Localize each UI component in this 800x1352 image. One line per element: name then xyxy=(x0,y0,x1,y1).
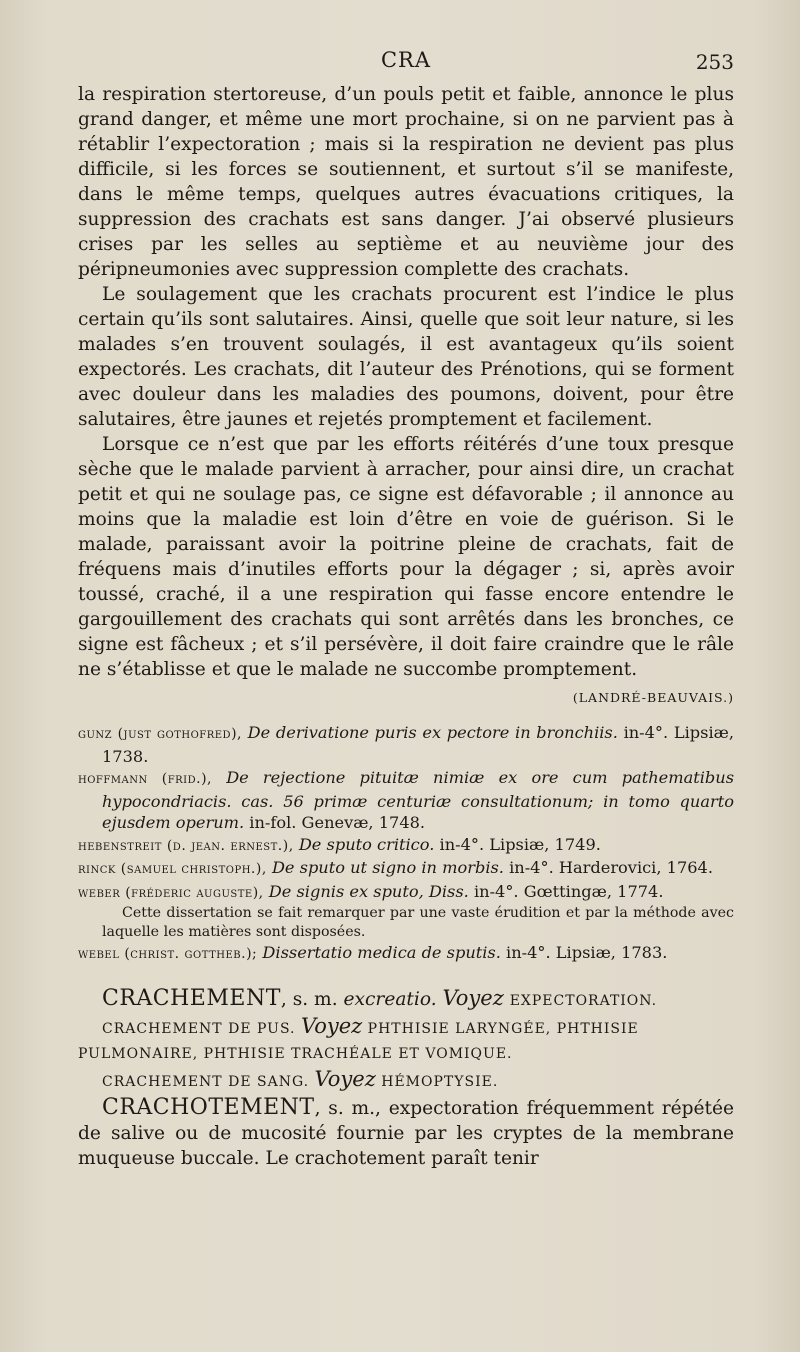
bib-details: in-4°. Gœttingæ, 1774. xyxy=(473,881,664,901)
voyez-label: Voyez xyxy=(300,1013,363,1038)
section-gap xyxy=(78,966,734,986)
cross-reference: PHTHISIE LARYNGÉE, PHTHISIE PULMONAIRE, PHTHISIE TRACHÉALE ET VOMIQUE. xyxy=(78,1020,639,1062)
bib-details: in-4°. Lipsiæ, 1749. xyxy=(439,834,601,854)
cross-reference: HÉMOPTYSIE. xyxy=(381,1073,499,1090)
headword: CRACHEMENT DE SANG. xyxy=(102,1073,310,1090)
entry-crachement-de-sang xyxy=(78,1067,734,1095)
bib-entry xyxy=(78,857,734,881)
bib-title: De rejectione pituitæ nimiæ ex ore cum pathematibus hypocondriacis. cas. 56 primæ centuriæ consultationum; in tomo quarto ejusdem operum. xyxy=(102,768,735,832)
cross-reference: EXPECTORATION. xyxy=(509,992,658,1009)
author-signature: (LANDRÉ-BEAUVAIS.) xyxy=(572,690,734,705)
bib-details: in-4°. Lipsiæ, 1783. xyxy=(506,943,668,962)
headword: CRACHEMENT xyxy=(102,985,281,1011)
paragraph-2: Le soulagement que les crachats procurent est l’indice le plus certain qu’ils sont salutaires. Ainsi, quelle que soit leur nature, si les malades s’en trouvent soulagés, il est avantageux qu’ils soient expectorés. Les crachats, dit l’auteur des Prénotions, qui se forment avec douleur dans les maladies des poumons, doivent, pour être salutaires, être jaunes et rejetés promptement et facilement. xyxy=(78,284,734,430)
bib-author: hebenstreit (d. jean. ernest.), xyxy=(78,837,294,854)
voyez-label: Voyez xyxy=(442,985,504,1010)
entry-crachement xyxy=(78,986,734,1014)
entry-crachement-de-pus xyxy=(78,1014,734,1067)
running-head xyxy=(78,48,734,82)
bib-title: De signis ex sputo, Diss. xyxy=(268,881,469,901)
bib-entry xyxy=(78,722,734,767)
latin-term: excreatio. xyxy=(343,988,437,1010)
bib-entry xyxy=(78,834,734,858)
headword: CRACHOTEMENT xyxy=(102,1094,315,1120)
bib-author: hoffmann (frid.), xyxy=(78,771,212,787)
bib-title: De derivatione puris ex pectore in bronchiis. xyxy=(247,723,618,742)
bibliography xyxy=(78,722,734,966)
bib-author: rinck (samuel christoph.), xyxy=(78,861,267,877)
bib-entry xyxy=(78,942,734,966)
paragraph-1: la respiration stertoreuse, d’un pouls petit et faible, annonce le plus grand danger, et même une mort prochaine, si on ne parvient pas à rétablir l’expectoration ; mais si la respiration ne devient pas plus difficile, si les forces se soutiennent, et surtout s’il se manifeste, dans le même temps, quelques autres évacuations critiques, la suppression des crachats est sans danger. J’ai observé plusieurs crises par les selles au septième et au neuvième jour des péripneumonies avec suppression complette des crachats. xyxy=(78,84,734,280)
headword: CRACHEMENT DE PUS. xyxy=(102,1020,296,1037)
bib-note: Cette dissertation se fait remarquer par une vaste érudition et par la méthode avec laquelle les matières sont disposées. xyxy=(102,905,734,940)
bib-author: webel (christ. gottheb.); xyxy=(78,946,258,962)
bib-details: in-4°. Harderovici, 1764. xyxy=(509,858,713,877)
bib-author: weber (fréderic auguste), xyxy=(78,884,264,901)
bib-author: gunz (just gothofred), xyxy=(78,726,242,742)
bib-title: De sputo critico. xyxy=(298,834,435,854)
voyez-label: Voyez xyxy=(314,1066,376,1091)
bib-title: De sputo ut signo in morbis. xyxy=(271,858,504,877)
entry-text: , s. m., expectoration fréquemment répétée de salive ou de mucosité fournie par les cryptes de la membrane muqueuse buccale. Le crachotement paraît tenir xyxy=(78,1097,734,1169)
bib-details: in-fol. Genevæ, 1748. xyxy=(249,813,426,832)
running-head-title: CRA xyxy=(380,48,432,72)
bib-entry xyxy=(78,767,734,834)
entry-crachotement xyxy=(78,1095,734,1171)
grammar: , s. m. xyxy=(280,988,338,1010)
paragraph-3-text: Lorsque ce n’est que par les efforts réitérés d’une toux presque sèche que le malade parvient à arracher, pour ainsi dire, un crachat petit et qui ne soulage pas, ce signe est défavorable ; il annonce au moins que la maladie est loin d’être en voie de guérison. Si le malade, paraissant avoir la poitrine pleine de crachats, fait de fréquens mais d’inutiles efforts pour la dégager ; si, après avoir toussé, craché, il a une respiration qui fasse encore entendre le gargouillement des crachats qui sont arrêtés dans les bronches, ce signe est fâcheux ; et s’il persévère, il doit faire craindre que le râle ne s’établisse et que le malade ne succombe promptement. xyxy=(78,434,734,680)
bib-title: Dissertatio medica de sputis. xyxy=(262,943,501,962)
paragraph-3 xyxy=(78,432,734,705)
bib-entry xyxy=(78,881,734,905)
bib-details: in-4°. Lipsiæ, 1738. xyxy=(102,723,734,766)
page-number: 253 xyxy=(695,50,734,74)
